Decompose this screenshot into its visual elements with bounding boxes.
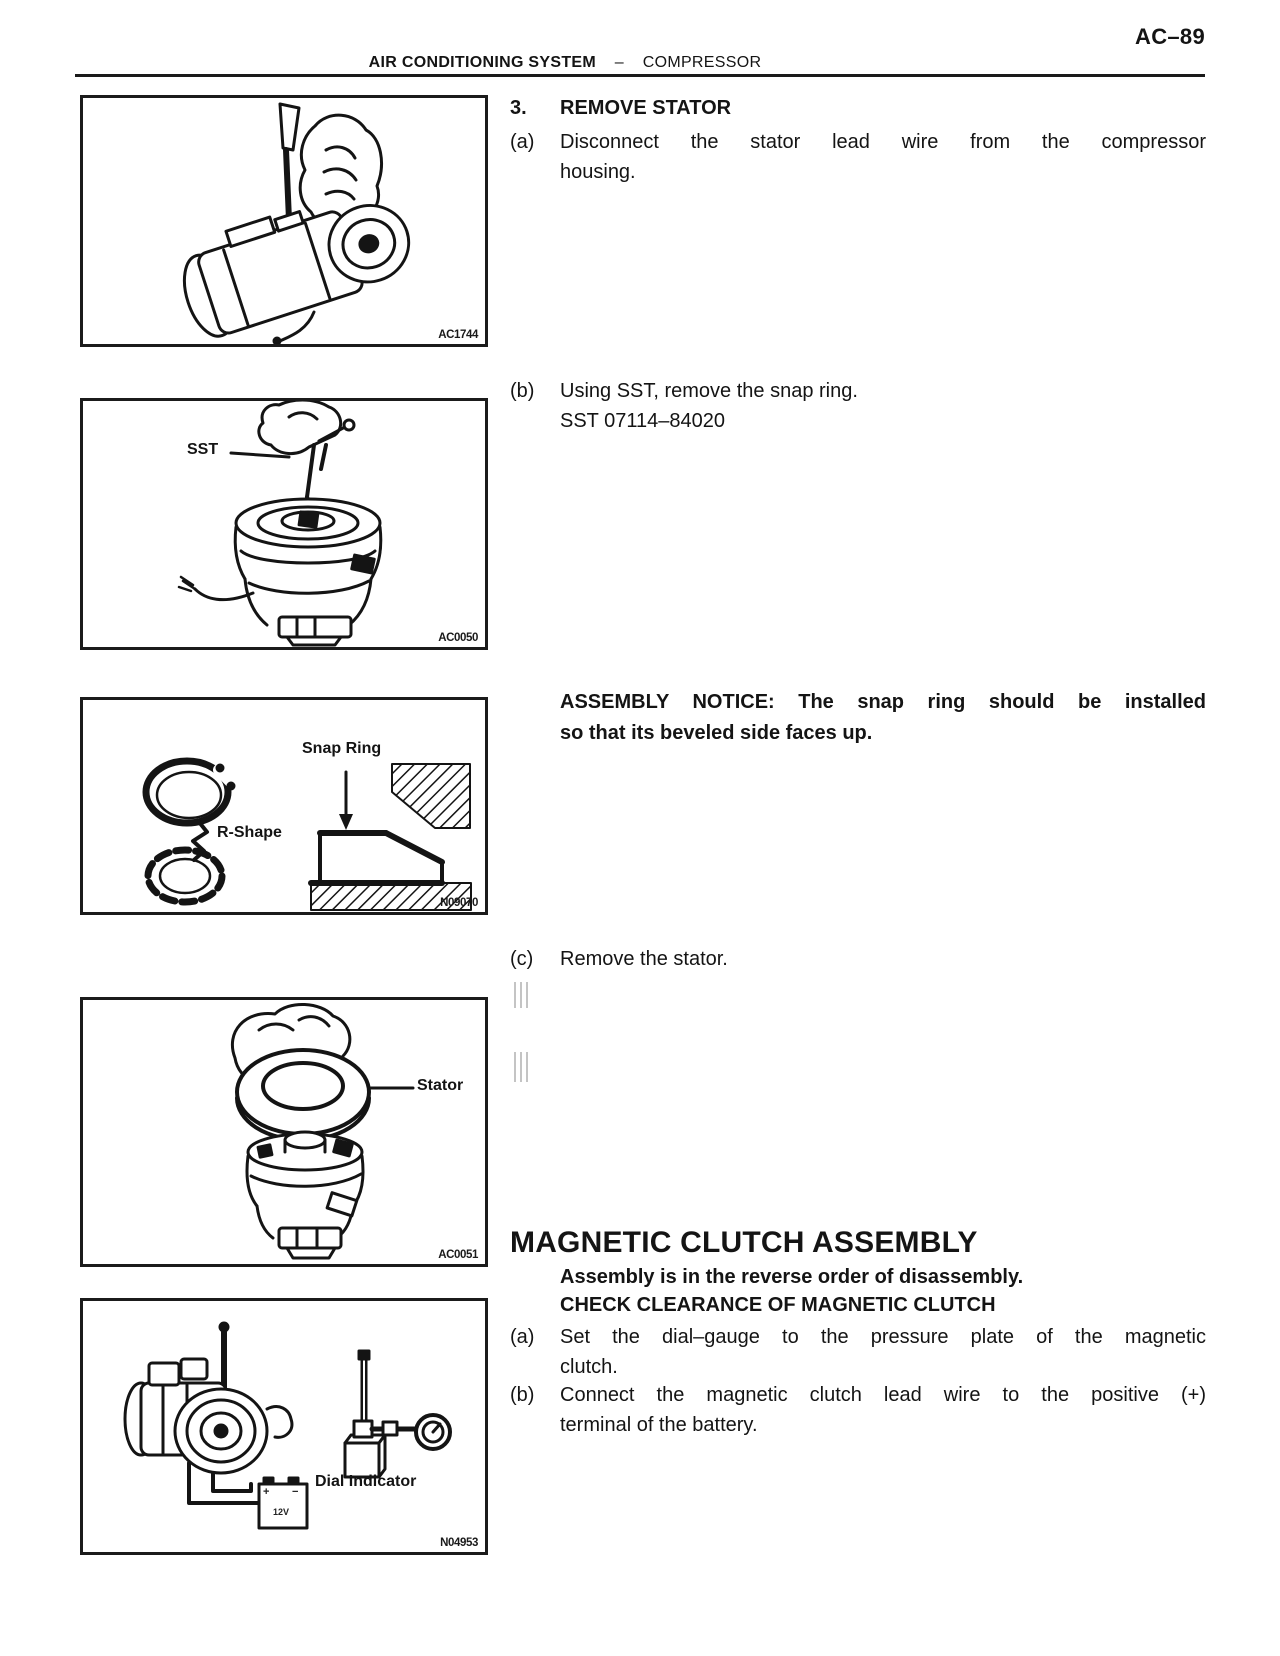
figure-code: N04953	[440, 1537, 478, 1549]
magnetic-clutch-title: MAGNETIC CLUTCH ASSEMBLY	[510, 1226, 978, 1259]
step-text-line: Remove the stator.	[560, 948, 728, 970]
step-3b	[510, 376, 1206, 436]
step-text-line: Connect the magnetic clutch lead wire to the positive (+)	[560, 1384, 1206, 1406]
step-3-heading	[510, 97, 1206, 120]
clutch-step-a	[510, 1322, 1206, 1382]
sst-tool-illustration	[83, 401, 485, 647]
snap-ring-label: Snap Ring	[302, 740, 382, 757]
figure-magnetic-clutch-check	[80, 1298, 488, 1555]
check-clearance-heading: CHECK CLEARANCE OF MAGNETIC CLUTCH	[560, 1294, 996, 1316]
notice-line: ASSEMBLY NOTICE: The snap ring should be installed	[560, 691, 1206, 713]
clutch-step-b	[510, 1380, 1206, 1440]
stator-illustration	[83, 1000, 485, 1264]
sst-number: SST 07114–84020	[560, 410, 725, 432]
snap-ring-diagram	[83, 700, 485, 912]
step-text-line: clutch.	[560, 1356, 618, 1378]
print-artifact	[514, 982, 529, 1008]
step-letter: (a)	[510, 1326, 535, 1348]
step-text-line: Disconnect the stator lead wire from the compressor	[560, 131, 1206, 153]
step-letter: (c)	[510, 948, 534, 970]
battery-minus-sign: −	[292, 1486, 299, 1498]
step-letter: (b)	[510, 380, 535, 402]
running-header	[0, 54, 1130, 72]
header-rule	[75, 74, 1205, 77]
compressor-screwdriver-illustration	[83, 98, 485, 344]
step-text-line: Set the dial–gauge to the pressure plate of the magnetic	[560, 1326, 1206, 1348]
header-section: AIR CONDITIONING SYSTEM	[368, 54, 597, 71]
notice-line: so that its beveled side faces up.	[560, 722, 873, 744]
step-3a	[510, 127, 1206, 187]
figure-remove-stator	[80, 997, 488, 1267]
figure-code: AC0050	[438, 632, 478, 644]
step-3c	[510, 944, 1206, 974]
assembly-notice	[560, 687, 1206, 749]
battery-plus-sign: +	[263, 1486, 270, 1498]
magnetic-clutch-subtitle: Assembly is in the reverse order of disassembly.	[560, 1266, 1024, 1288]
step-number: 3.	[510, 97, 527, 119]
step-title: REMOVE STATOR	[560, 97, 732, 119]
figure-stator-lead-wire	[80, 95, 488, 347]
step-letter: (b)	[510, 1384, 535, 1406]
figure-snap-ring-shape	[80, 697, 488, 915]
figure-code: AC1744	[438, 329, 478, 341]
r-shape-label: R-Shape	[217, 824, 282, 841]
stator-label: Stator	[417, 1077, 464, 1094]
step-text-line: housing.	[560, 161, 636, 183]
step-text-line: Using SST, remove the snap ring.	[560, 380, 858, 402]
header-separator: –	[614, 54, 624, 71]
page-number: AC–89	[1135, 24, 1205, 49]
figure-code: N09070	[440, 897, 478, 909]
figure-sst-snap-ring	[80, 398, 488, 650]
dial-indicator-label: Dial Indicator	[315, 1473, 417, 1490]
battery-voltage-label: 12V	[273, 1507, 290, 1517]
header-subsection: COMPRESSOR	[642, 54, 762, 71]
print-artifact	[514, 1052, 529, 1082]
figure-code: AC0051	[438, 1249, 478, 1261]
step-letter: (a)	[510, 131, 535, 153]
sst-label: SST	[187, 441, 219, 458]
step-text-line: terminal of the battery.	[560, 1414, 758, 1436]
